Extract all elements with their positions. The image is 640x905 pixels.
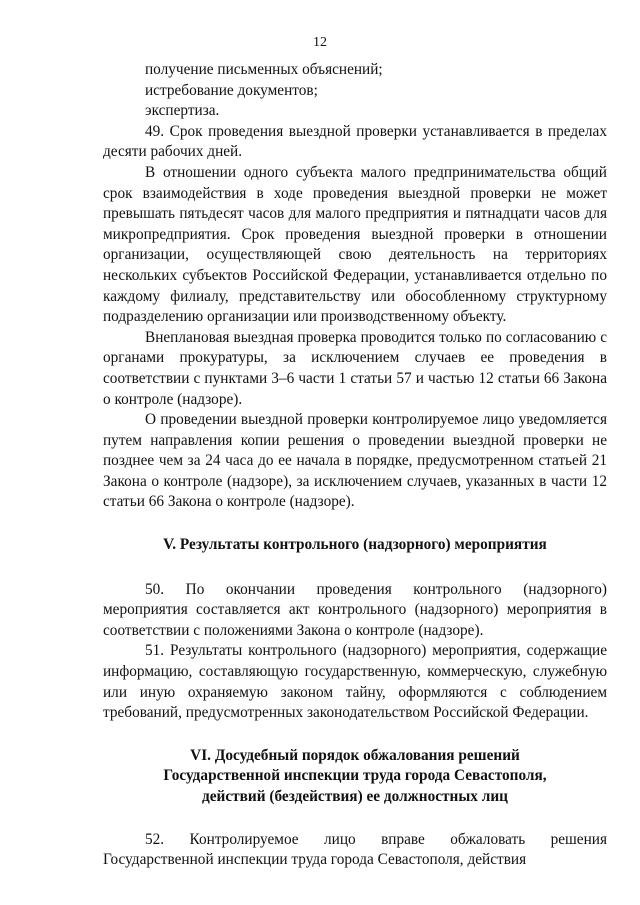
page-number: 12 [313,35,327,50]
paragraph-list-item: истребование документов; [145,81,318,99]
paragraph-unscheduled-inspection: Внеплановая выездная проверка проводится только по согласованию с органами прокуратуры, за исключением случаев ее проведения в соответствии с пунктами 3–6 части 1 статьи 57 и частью 12 статьи 66 Закона о контроле (надзоре). [103,328,607,408]
paragraph-small-business-term: В отношении одного субъекта малого предпринимательства общий срок взаимодействия в ходе проведения выездной проверки не может превышать пятьдесят часов для малого предприятия и пятнадцати часов для микропредприятия. Срок проведения выездной проверки в отношении организации, осуществляющей свою деятельность на территориях нескольких субъектов Российской Федерации, устанавливается отдельно по каждому филиалу, представительству или обособленному структурному подразделению организации или производственному объекту. [103,163,607,326]
paragraph-52: 52. Контролируемое лицо вправе обжаловать решения Государственной инспекции труда города Севастополя, действия [103,830,607,869]
paragraph-list-item: экспертиза. [145,102,220,120]
paragraph-notification: О проведении выездной проверки контролируемое лицо уведомляется путем направления копии решения о проведении выездной проверки не позднее чем за 24 часа до ее начала в порядке, предусмотренном статьей 21 Закона о контроле (надзоре), за исключением случаев, указанных в части 12 статьи 66 Закона о контроле (надзоре). [103,411,607,511]
paragraph-51: 51. Результаты контрольного (надзорного) мероприятия, содержащие информацию, составляющую государственную, коммерческую, служебную или иную охраняемую законом тайну, оформляются с соблюдением требований, предусмотренных законодательством Российской Федерации. [103,642,607,722]
paragraph-list-item: получение письменных объяснений; [145,61,383,78]
section-6-heading-line: Государственной инспекции труда города Севастополя, [163,767,547,785]
document-body [103,60,607,871]
paragraph-49: 49. Срок проведения выездной проверки устанавливается в пределах десяти рабочих дней. [103,122,607,161]
section-5-heading: V. Результаты контрольного (надзорного) мероприятия [163,536,547,554]
paragraph-50: 50. По окончании проведения контрольного (надзорного) мероприятия составляется акт контрольного (надзорного) мероприятия в соответствии с положениями Закона о контроле (надзоре). [103,580,607,639]
section-6-heading-line: VI. Досудебный порядок обжалования решений [190,746,520,764]
section-6-heading-line: действий (бездействия) ее должностных лиц [202,788,508,805]
section-6-heading [103,746,607,808]
